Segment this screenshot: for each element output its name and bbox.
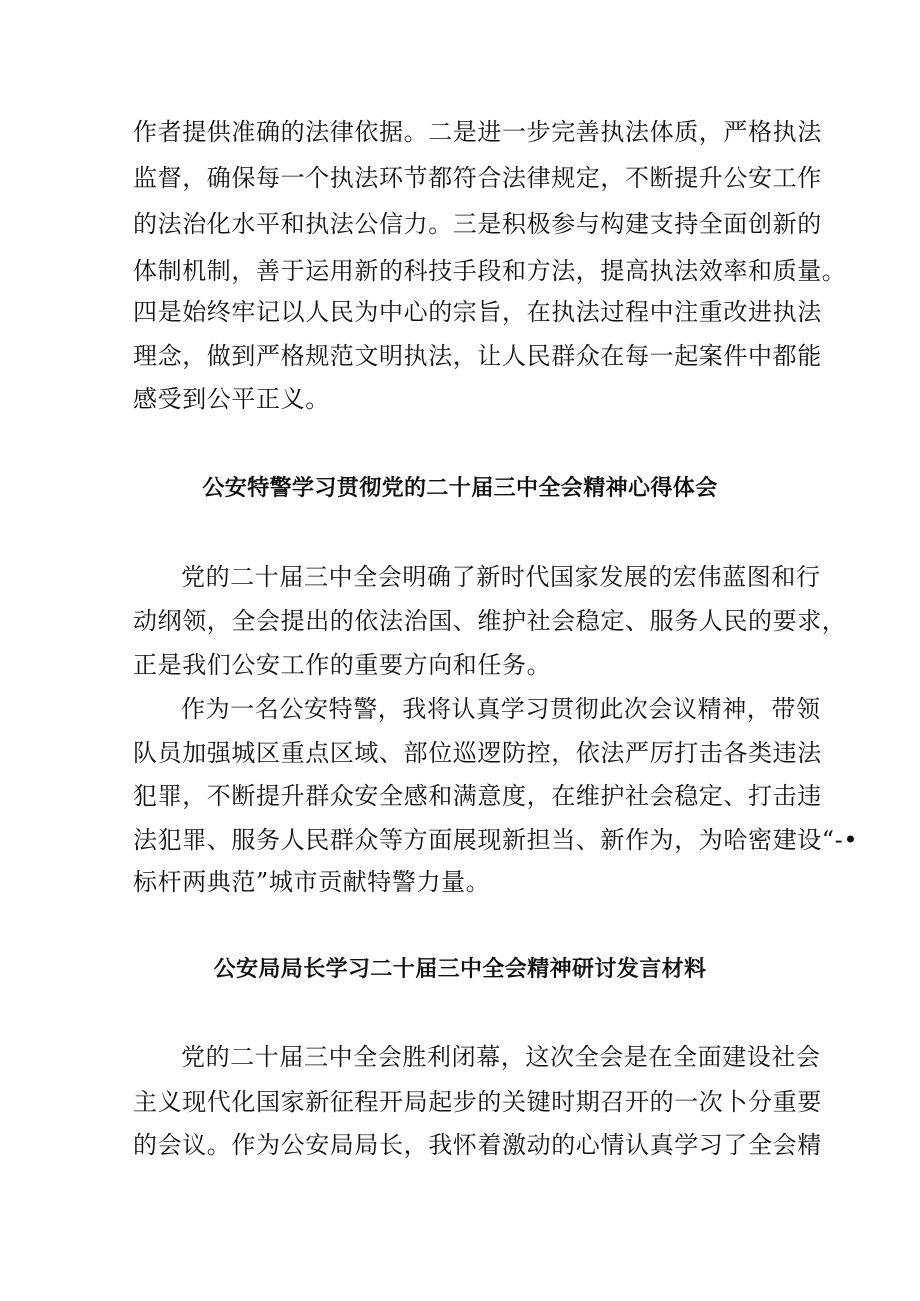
- text-line: 作为一名公安特警，我将认真学习贯彻此次会议精神，带领: [181, 695, 821, 723]
- text-line: 正是我们公安工作的重要方向和任务。: [133, 651, 552, 679]
- text-line: 法犯罪、服务人民群众等方面展现新担当、新作为，为哈密建设“-•: [133, 826, 859, 854]
- text-line: 作者提供准确的法律依据。二是进一步完善执法体质，严格执法: [133, 118, 822, 146]
- text-line: 动纲领，全会提出的依法治国、维护社会稳定、服务人民的要求，: [133, 607, 847, 635]
- section-heading: 公安特警学习贯彻党的二十届三中全会精神心得体会: [202, 476, 718, 501]
- section-heading: 公安局局长学习二十届三中全会精神研讨发言材料: [213, 957, 707, 982]
- text-line: 感受到公平正义。: [133, 385, 330, 413]
- text-line: 犯罪，不断提升群众安全感和满意度，在维护社会稳定、打击违: [133, 782, 822, 810]
- text-line: 监督，确保每一个执法环节都符合法律规定，不断提升公安工作: [133, 164, 822, 192]
- text-line: 的会议。作为公安局局长，我怀着激动的心情认真学习了全会精: [133, 1131, 822, 1159]
- text-line: 主义现代化国家新征程开局起步的关键时期召开的一次卜分重要: [133, 1088, 822, 1116]
- text-line: 的法治化水平和执法公信力。三是积极参与构建支持全面创新的: [133, 210, 822, 238]
- text-line: 队员加强城区重点区域、部位巡逻防控，依法严厉打击各类违法: [133, 739, 822, 767]
- text-line: 四是始终牢记以人民为中心的宗旨，在执法过程中注重改进执法: [133, 298, 822, 326]
- text-line: 党的二十届三中全会胜利闭幕，这次全会是在全面建设社会: [181, 1043, 821, 1071]
- text-line: 党的二十届三中全会明确了新时代国家发展的宏伟蓝图和行: [181, 563, 821, 591]
- text-line: 体制机制，善于运用新的科技手段和方法，提高执法效率和质量。: [133, 257, 847, 285]
- text-line: 理念，做到严格规范文明执法，让人民群众在每一起案件中都能: [133, 342, 822, 370]
- text-line: 标杆两典范”城市贡献特警力量。: [133, 868, 491, 896]
